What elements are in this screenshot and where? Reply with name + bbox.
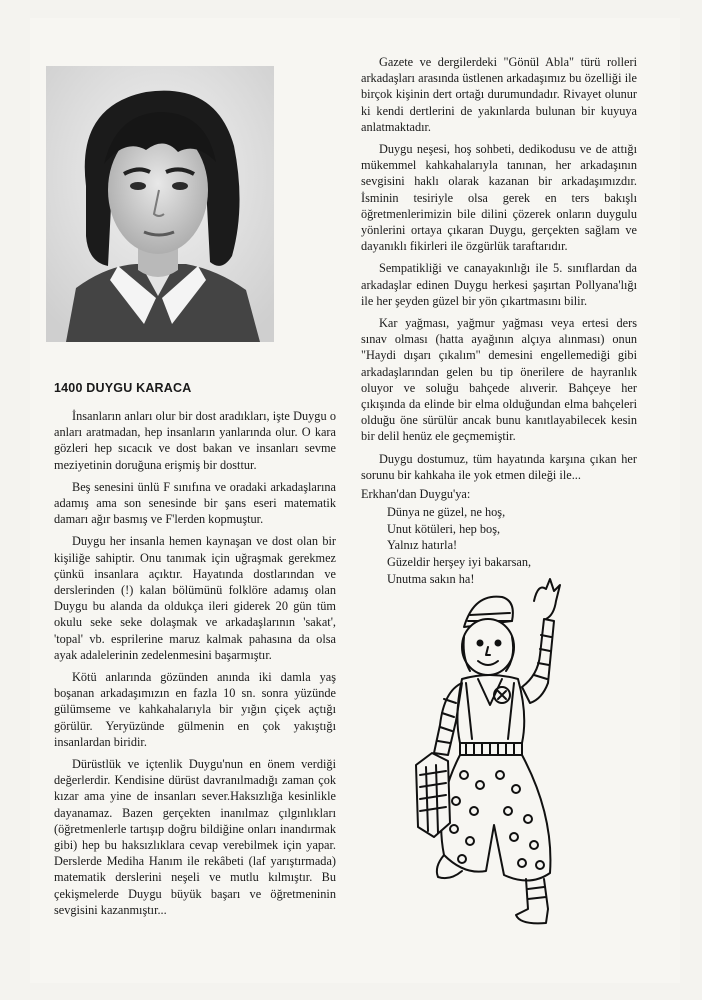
right-text-column (361, 54, 637, 489)
left-paragraph: Dürüstlük ve içtenlik Duygu'nun en önem verdiği değerlerdir. Kendisine dürüst davranılmadığı zaman çok kızar ama yine de insanları sever.Haksızlığa kesinlikle dayanamaz. Bazen gerçekten inanılmaz çılgınlıkları (öğretmenlerle tartışıp doğru bildiğine onları inandırmak gibi) hep bu haksızlıklara cevap verebilmek için yapar. Derslerde Mediha Hanım ile rekâbeti (laf yarıştırmada) matematik derslerini neşeli ve mutlu kılmıştır. Bu çekişmelerde Duygu büyük başarı ve öğretmeninin sevgisini kazanmıştır... (54, 757, 336, 917)
left-paragraph: Kötü anlarında gözünden anında iki damla yaş boşanan arkadaşımızın en fazla 10 sn. sonra yüzünde gülümseme ve kahkahalarıyla bir yığın çiçek açtığı görülür. Yeryüzünde gülmenin en çok yakıştığı insanlardan biridir. (54, 670, 336, 749)
folk-dancer-illustration (404, 575, 604, 937)
poem-dedication: Erkhan'dan Duygu'ya: (361, 487, 471, 501)
poem-line: Dünya ne güzel, ne hoş, (387, 504, 506, 519)
profile-heading: 1400 DUYGU KARACA (54, 381, 192, 395)
left-paragraph: Beş senesini ünlü F sınıfına ve oradaki arkadaşlarına adamış ama son senesinde bir şans eseri matematik damarı ağır basmış ve F'lerden kopmuştur. (54, 479, 336, 527)
right-paragraph: Sempatikliği ve canayakınlığı ile 5. sınıflardan da arkadaşlar edinen Duygu herkesi şaşırtan Pollyana'lığı ile her şeyden güzel bir yön çıkartmasını bilir. (361, 261, 637, 308)
left-paragraph: İnsanların anları olur bir dost aradıkları, işte Duygu o anları aratmadan, hep insanların yanlarında olur. O kara gözleri hep sıcacık ve dost bakan ve insanları sevme meziyetinin doruğuna erişmiş bir dosttur. (54, 409, 336, 472)
left-paragraph: Duygu her insanla hemen kaynaşan ve dost olan bir kişiliğe sahiptir. Onu tanımak için uğraşmak gerekmez çünkü insanlara açıktır. Hayatında dostlarından ve derslerinden (!) kalan bölümünü folklöre adamış olan Duygu bu alanda da oldukça ileri giderek 20 gün tüm okulu seke seke dolaşmak ve arkadaşlarının 'sakat', 'topal' vb. esprilerine maruz kalmak pahasına da olsa ayak adalelerinin zedelenmesini başarmıştır. (54, 534, 336, 662)
student-portrait-photo (46, 66, 274, 342)
left-text-column (54, 408, 336, 924)
right-paragraph: Duygu dostumuz, tüm hayatında karşına çıkan her sorunu bir kahkaha ile yok etmen dileği ile... (361, 451, 637, 482)
right-paragraph: Gazete ve dergilerdeki "Gönül Abla" türü rolleri arkadaşları arasında üstlenen arkadaşımız bu özelliği ile birçok kişinin dert ortağı durumundadır. Rivayet olunur ki kendi dertlerini de yakınlarda bulunan bir kuyuya anlatmaktadır. (361, 55, 637, 134)
dedication-poem (361, 486, 621, 588)
poem-line: Unutma sakın ha! (387, 571, 475, 586)
poem-line: Unut kötüleri, hep boş, (387, 521, 501, 536)
right-paragraph: Duygu neşesi, hoş sohbeti, dedikodusu ve de attığı mükemmel kahkahalarıyla tanınan, her arkadaşının sevgisini haklı olarak kazanan bir arkadaşımızdır. İsminin tesiriyle olsa gerek en ters bakışlı öğretmenlerimizin bile dilini çözerek onların duygulu yönlerini ortaya çıkaran Duygu, gerçekten sağlam ve dayanıklı fikirleri ile özgürlük taraftarıdır. (361, 142, 637, 254)
poem-line: Güzeldir herşey iyi bakarsan, (387, 555, 532, 570)
poem-line: Yalnız hatırla! (387, 538, 458, 553)
right-paragraph: Kar yağması, yağmur yağması veya ertesi ders sınav olması (hatta ayağının alçıya alınması) onun "Haydi dışarı çıkalım" demesini engellemediği gibi arkadaşlarından gelen bu tip önerilere de hayranlık oluyor ve soluğu bahçede alıverir. Bahçeye her çıkışında da elinde bir elma olduğundan elma bahçeleri olduğu öne sürülür ancak bunu kanıtlayabilecek kesin bir delil henüz ele geçmemiştir. (361, 316, 637, 444)
